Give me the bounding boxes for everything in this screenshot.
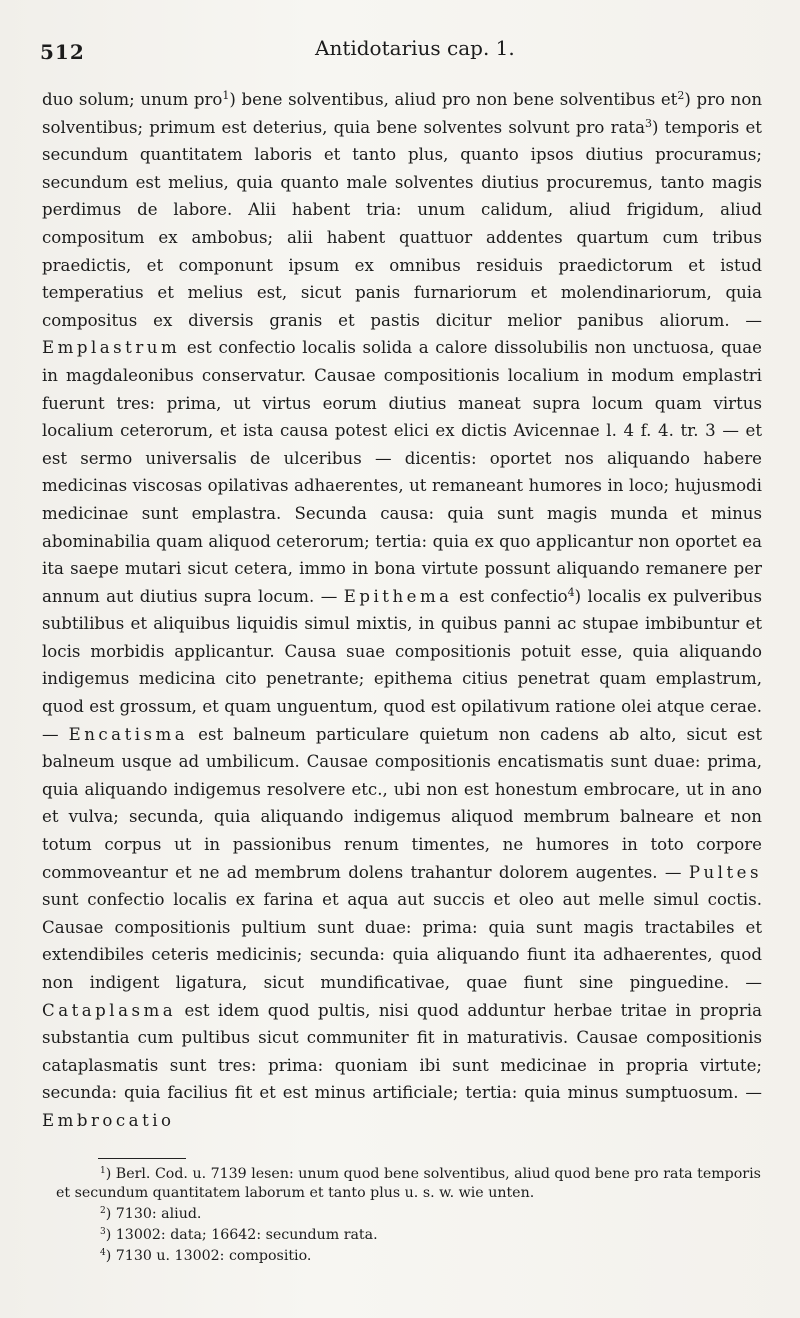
footnote-marker: 3 <box>100 1227 106 1237</box>
term-cataplasma: Cataplasma <box>42 1000 177 1020</box>
footnote-text: ) 7130: aliud. <box>105 1206 202 1222</box>
term-encatisma: Encatisma <box>68 724 189 744</box>
footnotes <box>56 1165 766 1268</box>
footnote <box>56 1247 766 1266</box>
text-run: duo solum; unum pro <box>42 90 223 109</box>
text-run: ) temporis et secundum quantitatem laboris et tanto plus, quanto ipsos diutius procuramus; secundum est melius, quia quanto male solventes diutius procuremus, tanto magis perdimus de labore. Alii habent tria: unum calidum, aliud frigidum, aliud compositum ex ambobus; alii habent quattuor addentes quartum cum tribus praedictis, et componunt ipsum ex omnibus residuis praedictorum et istud temperatius et melius est, sicut panis furnariorum et molendinariorum, quia compositus ex diversis granis et pastis dicitur melior panibus aliorum. — <box>42 117 762 330</box>
term-emplastrum: Emplastrum <box>42 338 181 358</box>
footnote <box>56 1205 766 1224</box>
text-run: sunt confectio localis ex farina et aqua aut succis et oleo aut melle simul coctis. Causae compositionis pultium sunt duae: prima: quia sunt magis tractabiles et extendibiles ceteris medicinis; secunda: quia aliquando fiunt ita adhaerentes, quod non indigent ligatura, sicut mundificativae, quae fiunt sine pinguedine. — <box>42 890 762 992</box>
text-run: ) bene solventibus, aliud pro non bene solventibus et <box>229 90 678 109</box>
footnote-text: ) 7130 u. 13002: compositio. <box>105 1248 312 1264</box>
footnote <box>56 1226 766 1245</box>
paragraph <box>42 86 762 1135</box>
footnote-ref: 4 <box>567 585 575 599</box>
running-title: Antidotarius cap. 1. <box>315 36 515 60</box>
footnote-marker: 1 <box>100 1166 106 1176</box>
text-run: est balneum particulare quietum non cadens ab alto, sicut est balneum usque ad umbilicum. Causae compositionis encatismatis sunt duae: prima, quia aliquando indigemus resolvere etc., ubi non est honestum embrocare, ut in ano et vulva; secunda, quia aliquando indigemus aliquod membrum balneare et non totum corpus ut in passionibus renum timentes, ne humores in toto corpore commoveantur et ne ad membrum dolens trahantur dolorem augentes. — <box>42 724 762 882</box>
text-run: est confectio localis solida a calore dissolubilis non unctuosa, quae in magdaleonibus conservatur. Causae compositionis localium in modum emplastri fuerunt tres: prima, ut virtus eorum diutius maneat supra locum quam virtus localium ceterorum, et ista causa potest elici ex dictis Avicennae l. 4 f. 4. tr. 3 — et est sermo universalis de ulceribus — dicentis: oportet nos aliquando habere medicinas viscosas opilativas adhaerentes, ut remaneant humores in loco; hujusmodi medicinae sunt emplastra. Secunda causa: quia sunt magis munda et minus abominabilia quam aliquod ceterorum; tertia: quia ex quo applicantur non oportet ea ita saepe mutari sicut cetera, immo in bona virtute possunt aliquando remanere per annum aut diutius supra locum. — <box>42 338 762 606</box>
footnote-marker: 2 <box>100 1206 106 1216</box>
footnote-text: ) 13002: data; 16642: secundum rata. <box>105 1227 378 1243</box>
term-pultes: Pultes <box>688 862 762 882</box>
footnote-ref: 2 <box>677 89 685 102</box>
footnote <box>56 1165 766 1203</box>
text-run: ) localis ex pulveribus subtilibus et aliquibus liquidis simul mixtis, in quibus panni ac stupae imbibuntur et locis morbidis applicantur. Causa suae compositionis potuit esse, quia aliquando indigemus medicina cito penetrante; epithema citius penetrat quam emplastrum, quod est grossum, et quam unguentum, quod est opilativum ratione olei atque cerae. — <box>42 586 762 744</box>
footnote-ref: 3 <box>645 116 652 130</box>
text-run: ) pro non solventibus; primum est deterius, quia bene solventes solvunt pro rata <box>42 90 762 137</box>
footnote-text: ) Berl. Cod. u. 7139 lesen: unum quod bene solventibus, aliud quod bene pro rata temporis et secundum quantitatem laborum et tanto plus u. s. w. wie unten. <box>56 1166 761 1201</box>
footnote-ref: 1 <box>222 89 230 102</box>
text-run: est idem quod pultis, nisi quod adduntur herbae tritae in propria substantia cum pultibus sicut communiter fit in maturativis. Causae compositionis cataplasmatis sunt tres: prima: quoniam ibi sunt medicinae in propria virtute; secunda: quia facilius fit et est minus artificiale; tertia: quia minus sumptuosum. — <box>42 1000 762 1103</box>
footnote-divider <box>98 1158 186 1159</box>
page-header <box>40 34 760 64</box>
term-embrocatio: Embrocatio <box>42 1110 175 1130</box>
term-epithema: Epithema <box>343 586 453 606</box>
page-number: 512 <box>40 40 85 64</box>
main-text <box>42 86 762 1135</box>
footnote-marker: 4 <box>100 1248 106 1258</box>
text-run: est confectio <box>452 586 568 606</box>
